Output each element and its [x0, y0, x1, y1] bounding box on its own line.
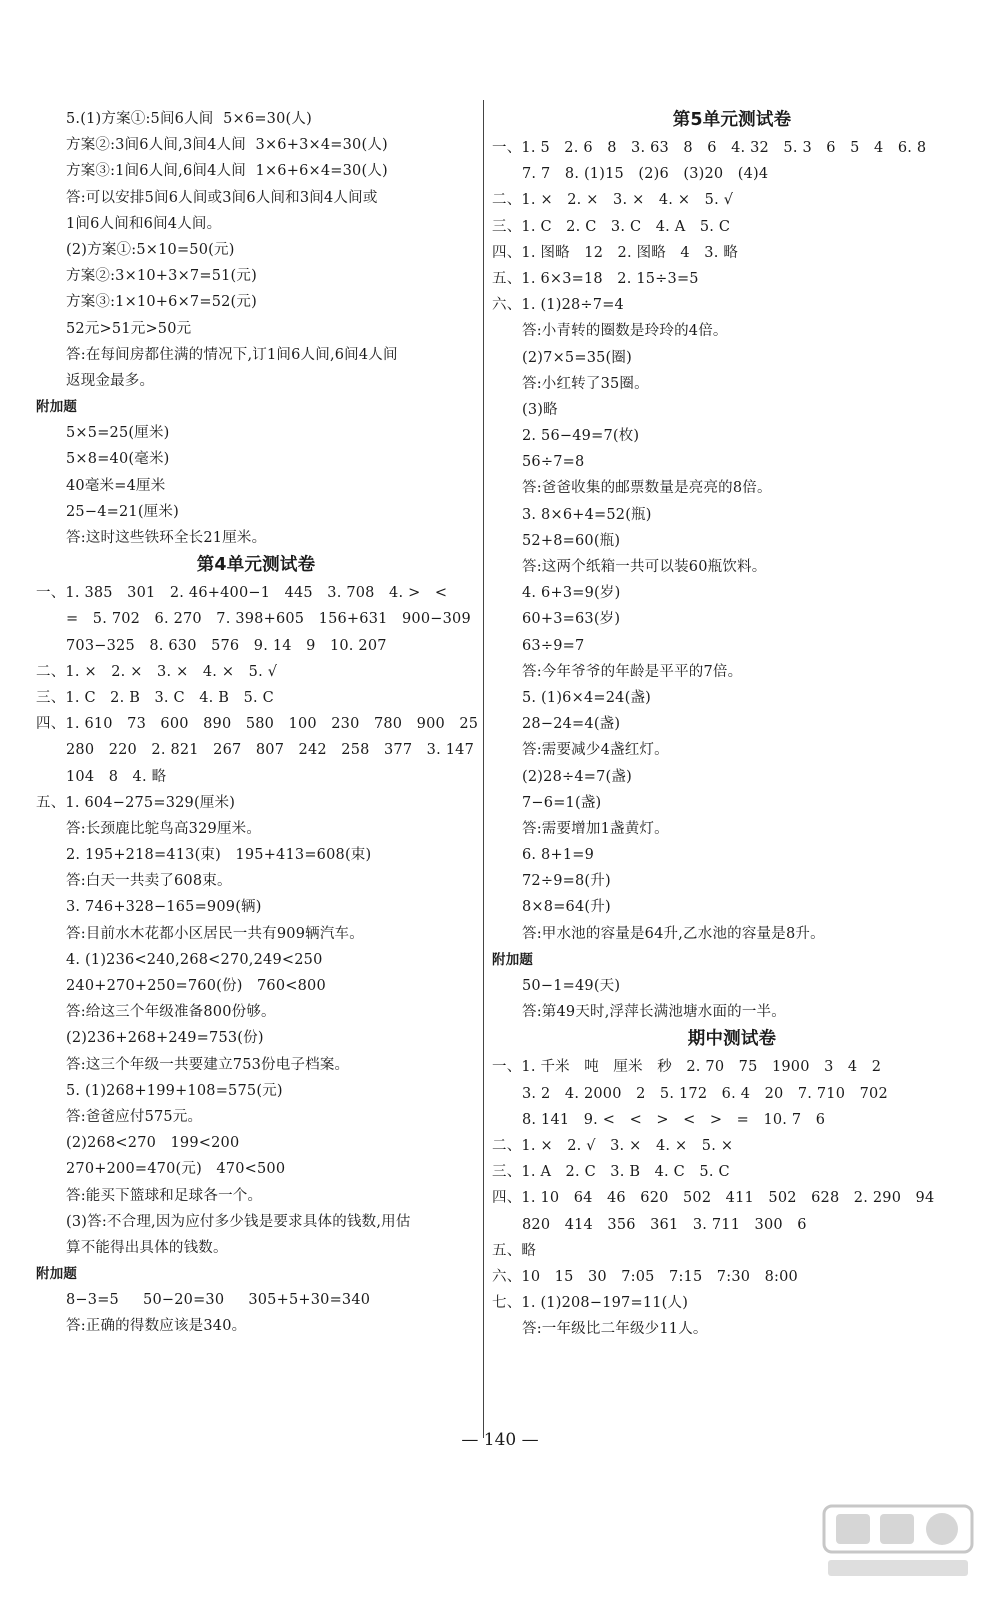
left-text-line: 答:可以安排5间6人间或3间6人间和3间4人间或 [66, 189, 378, 206]
right-text-line: 四、1. 图略 12 2. 图略 4 3. 略 [492, 244, 739, 261]
section-title: 第4单元测试卷 [196, 555, 316, 576]
watermark-logo-icon [818, 1502, 978, 1582]
bonus-heading: 附加题 [492, 951, 534, 968]
right-text-line: 4. 6+3=9(岁) [522, 585, 621, 602]
left-text-line: 方案②:3间6人间,3间4人间 3×6+3×4=30(人) [66, 137, 388, 154]
left-text-line: 答:给这三个年级准备800份够。 [66, 1004, 276, 1021]
right-text-line: 五、略 [492, 1242, 537, 1259]
right-text-line: 一、1. 千米 吨 厘米 秒 2. 70 75 1900 3 4 2 [492, 1059, 882, 1076]
left-text-line: 104 8 4. 略 [66, 768, 167, 785]
section-title: 期中测试卷 [687, 1029, 777, 1050]
right-text-line: 63÷9=7 [522, 637, 585, 654]
left-text-line: 52元>51元>50元 [66, 320, 192, 337]
left-text-line: 答:目前水木花都小区居民一共有909辆汽车。 [66, 925, 364, 942]
section-title: 第5单元测试卷 [672, 110, 792, 130]
bonus-heading: 附加题 [36, 1266, 78, 1283]
right-text-line: (2)28÷4=7(盏) [522, 768, 632, 785]
left-text-line: 240+270+250=760(份) 760<800 [66, 978, 326, 994]
right-text-line: 7. 7 8. (1)15 (2)6 (3)20 (4)4 [522, 166, 769, 183]
left-text-line: 方案③:1×10+6×7=52(元) [66, 294, 257, 311]
left-text-line: 703−325 8. 630 576 9. 14 9 10. 207 [66, 637, 387, 654]
right-text-line: 答:第49天时,浮萍长满池塘水面的一半。 [522, 1004, 786, 1021]
left-text-line: 五、1. 604−275=329(厘米) [36, 794, 236, 811]
left-text-line: 5×5=25(厘米) [66, 425, 170, 442]
right-text-line: (3)略 [522, 401, 558, 418]
left-text-line: (3)答:不合理,因为应付多少钱是要求具体的钱数,用估 [66, 1213, 411, 1230]
left-text-line: 四、1. 610 73 600 890 580 100 230 780 900 25 [36, 716, 479, 733]
left-text-line: 返现金最多。 [66, 372, 155, 389]
left-text-line: 答:白天一共卖了608束。 [66, 873, 232, 890]
left-text-line: 280 220 2. 821 267 807 242 258 377 3. 147 [66, 742, 474, 759]
left-text-line: 2. 195+218=413(束) 195+413=608(束) [66, 847, 372, 864]
right-text-line: 8. 141 9. < < > < > = 10. 7 6 [522, 1111, 826, 1128]
left-text-line: 1间6人间和6间4人间。 [66, 215, 222, 232]
right-text-line: 二、1. × 2. × 3. × 4. × 5. √ [492, 192, 734, 209]
left-text-line: 40毫米=4厘米 [66, 477, 166, 494]
left-text-line: 25−4=21(厘米) [66, 503, 179, 520]
right-text-line: 答:这两个纸箱一共可以装60瓶饮料。 [522, 559, 767, 575]
right-text-line: 答:一年级比二年级少11人。 [522, 1321, 708, 1338]
right-text-line: 六、1. (1)28÷7=4 [492, 297, 624, 314]
right-column [492, 106, 972, 1342]
left-text-line: 5. (1)268+199+108=575(元) [66, 1082, 283, 1099]
right-text-line: 七、1. (1)208−197=11(人) [492, 1295, 689, 1312]
right-text-line: 3. 8×6+4=52(瓶) [522, 506, 652, 523]
left-text-line: (2)方案①:5×10=50(元) [66, 241, 235, 258]
left-text-line: 算不能得出具体的钱数。 [66, 1239, 228, 1256]
right-text-line: 答:爸爸收集的邮票数量是亮亮的8倍。 [522, 480, 772, 497]
left-text-line: 答:这三个年级一共要建立753份电子档案。 [66, 1056, 350, 1073]
left-text-line: 答:这时这些铁环全长21厘米。 [66, 530, 267, 546]
right-text-line: 二、1. × 2. √ 3. × 4. × 5. × [492, 1137, 734, 1154]
left-text-line: 5×8=40(毫米) [66, 451, 170, 468]
right-text-line: 820 414 356 361 3. 711 300 6 [522, 1216, 807, 1233]
page-number: — 140 — [461, 1430, 539, 1450]
left-text-line: 一、1. 385 301 2. 46+400−1 445 3. 708 4. > < [36, 585, 448, 602]
right-text-line: 6. 8+1=9 [522, 847, 595, 864]
right-text-line: 72÷9=8(升) [522, 873, 611, 890]
right-text-line: (2)7×5=35(圈) [522, 349, 632, 366]
right-text-line: 5. (1)6×4=24(盏) [522, 689, 651, 706]
right-text-line: 答:需要减少4盏红灯。 [522, 742, 669, 759]
right-text-line: 答:小红转了35圈。 [522, 375, 649, 392]
left-text-line: 二、1. × 2. × 3. × 4. × 5. √ [36, 663, 278, 680]
right-text-line: 56÷7=8 [522, 454, 585, 471]
left-text-line: = 5. 702 6. 270 7. 398+605 156+631 900−309 [66, 611, 471, 628]
left-text-line: 方案②:3×10+3×7=51(元) [66, 268, 257, 285]
left-text-line: 3. 746+328−165=909(辆) [66, 899, 262, 916]
bonus-heading: 附加题 [36, 399, 78, 416]
right-text-line: 三、1. C 2. C 3. C 4. A 5. C [492, 218, 731, 235]
right-text-line: 答:甲水池的容量是64升,乙水池的容量是8升。 [522, 925, 825, 942]
right-text-line: 答:需要增加1盏黄灯。 [522, 820, 669, 837]
right-text-line: 7−6=1(盏) [522, 794, 602, 811]
left-text-line: 270+200=470(元) 470<500 [66, 1161, 286, 1178]
right-text-line: 五、1. 6×3=18 2. 15÷3=5 [492, 270, 699, 287]
left-text-line: 答:爸爸应付575元。 [66, 1108, 203, 1125]
right-text-line: 答:小青转的圈数是玲玲的4倍。 [522, 323, 728, 340]
left-text-line: (2)236+268+249=753(份) [66, 1030, 264, 1047]
left-column [36, 106, 479, 1340]
right-text-line: 50−1=49(天) [522, 978, 621, 994]
right-text-line: 四、1. 10 64 46 620 502 411 502 628 2. 290 94 [492, 1190, 935, 1207]
left-text-line: 答:能买下篮球和足球各一个。 [66, 1187, 263, 1204]
right-text-line: 52+8=60(瓶) [522, 532, 621, 549]
left-text-line: 5.(1)方案①:5间6人间 5×6=30(人) [66, 111, 312, 127]
left-text-line: 三、1. C 2. B 3. C 4. B 5. C [36, 689, 274, 706]
column-divider [483, 100, 484, 1438]
left-text-line: 8−3=5 50−20=30 305+5+30=340 [66, 1292, 371, 1309]
right-text-line: 60+3=63(岁) [522, 611, 621, 628]
left-text-line: 答:正确的得数应该是340。 [66, 1318, 247, 1335]
right-text-line: 一、1. 5 2. 6 8 3. 63 8 6 4. 32 5. 3 6 5 4 6. 8 [492, 140, 927, 156]
left-text-line: 答:在每间房都住满的情况下,订1间6人间,6间4人间 [66, 346, 398, 363]
right-text-line: 三、1. A 2. C 3. B 4. C 5. C [492, 1164, 730, 1181]
right-text-line: 2. 56−49=7(枚) [522, 428, 640, 445]
right-text-line: 六、10 15 30 7:05 7:15 7:30 8:00 [492, 1268, 798, 1285]
right-text-line: 答:今年爷爷的年龄是平平的7倍。 [522, 663, 743, 680]
right-text-line: 8×8=64(升) [522, 899, 611, 916]
left-text-line: (2)268<270 199<200 [66, 1135, 240, 1152]
right-text-line: 3. 2 4. 2000 2 5. 172 6. 4 20 7. 710 702 [522, 1085, 888, 1102]
left-text-line: 方案③:1间6人间,6间4人间 1×6+6×4=30(人) [66, 163, 388, 180]
left-text-line: 答:长颈鹿比鸵鸟高329厘米。 [66, 820, 262, 837]
left-text-line: 4. (1)236<240,268<270,249<250 [66, 951, 323, 968]
right-text-line: 28−24=4(盏) [522, 716, 621, 733]
